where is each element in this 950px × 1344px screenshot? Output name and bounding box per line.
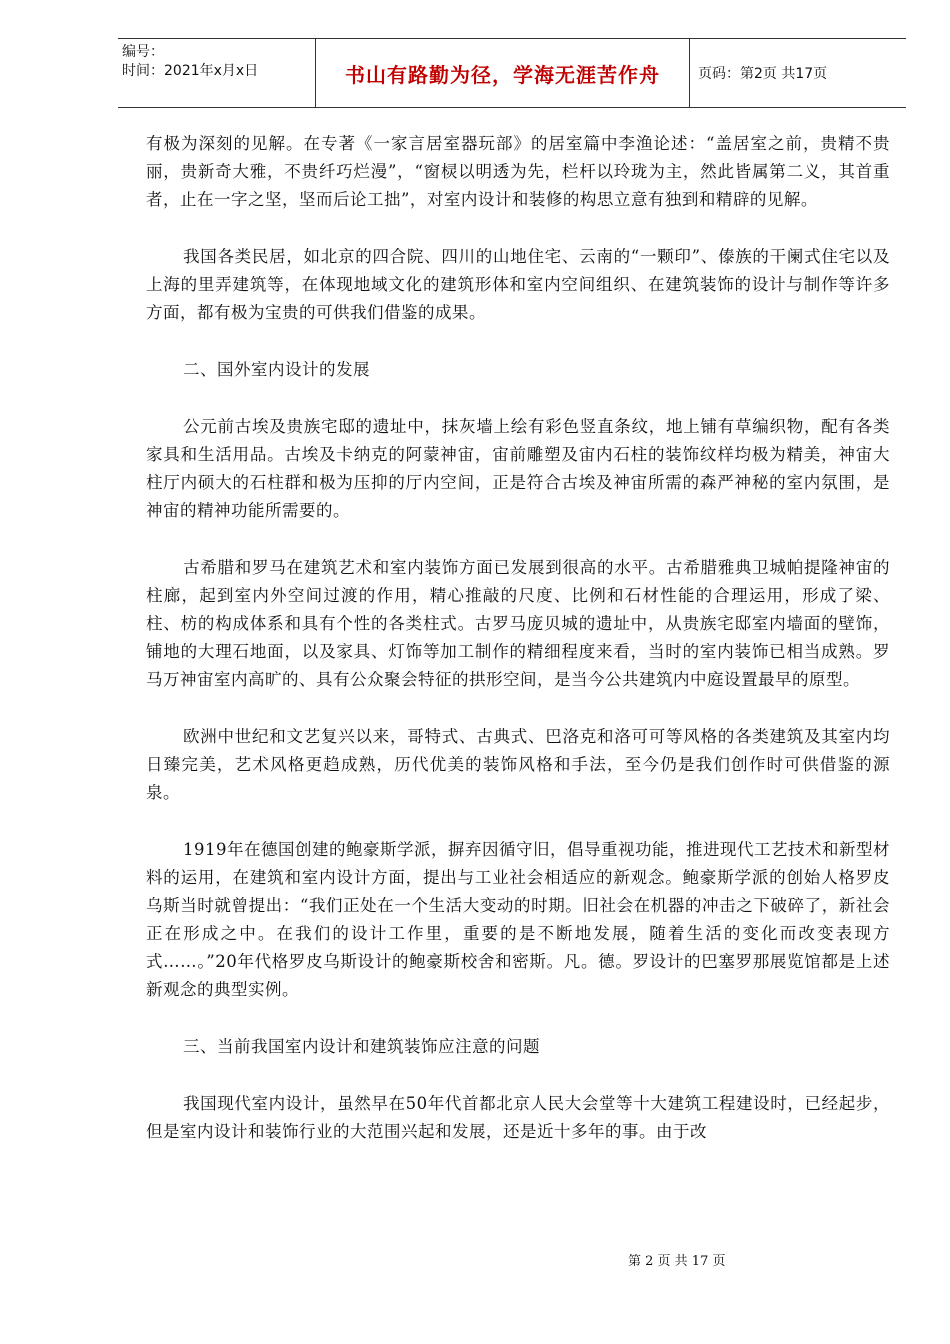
paragraph-ancient-egypt: 公元前古埃及贵族宅邸的遗址中，抹灰墙上绘有彩色竖直条纹，地上铺有草编织物，配有各类家具和生活用品。古埃及卡纳克的阿蒙神宙，宙前雕塑及宙内石柱的装饰纹样均极为精美，神宙大柱厅内硕大的石柱群和极为压抑的厅内空间，正是符合古埃及神宙所需的森严神秘的室内氛围，是神宙的精神功能所需要的。 xyxy=(146,417,890,520)
header-page-info: 页码：第2页 共17页 xyxy=(698,66,828,82)
header-motto: 书山有路勤为径，学海无涯苦作舟 xyxy=(316,39,690,107)
paragraph-bauhaus: 1919年在德国创建的鲍豪斯学派，摒弃因循守旧，倡导重视功能，推进现代工艺技术和新型材料的运用，在建筑和室内设计方面，提出与工业社会相适应的新观念。鲍豪斯学派的创始人格罗皮乌斯当时就曾提出：“我们正处在一个生活大变动的时期。旧社会在机器的冲击之下破碎了，新社会正在形成之中。在我们的设计工作里，重要的是不断地发展，随着生活的变化而改变表现方式……。”20年代格罗皮乌斯设计的鲍豪斯校舍和密斯。凡。德。罗设计的巴塞罗那展览馆都是上述新观念的典型实例。 xyxy=(146,840,890,999)
paragraph-modern-china: 我国现代室内设计，虽然早在50年代首都北京人民大会堂等十大建筑工程建设时，已经起步，但是室内设计和装饰行业的大范围兴起和发展，还是近十多年的事。由于改 xyxy=(146,1094,890,1141)
paragraph-chinese-dwellings: 我国各类民居，如北京的四合院、四川的山地住宅、云南的“一颗印”、傣族的干阑式住宅以及上海的里弄建筑等，在体现地域文化的建筑形体和室内空间组织、在建筑装饰的设计与制作等许多方面，都有极为宝贵的可供我们借鉴的成果。 xyxy=(146,247,890,322)
paragraph-medieval-renaissance: 欧洲中世纪和文艺复兴以来，哥特式、古典式、巴洛克和洛可可等风格的各类建筑及其室内均日臻完美，艺术风格更趋成熟，历代优美的装饰风格和手法，至今仍是我们创作时可供借鉴的源泉。 xyxy=(146,727,890,802)
document-body xyxy=(146,130,890,1146)
document-number-label: 编号： xyxy=(122,44,164,60)
paragraph-continuation: 有极为深刻的见解。在专著《一家言居室器玩部》的居室篇中李渔论述：“盖居室之前，贵精不贵丽，贵新奇大雅，不贵纤巧烂漫”，“窗棂以明透为先，栏杆以玲珑为主，然此皆属第二义，其首重者，止在一字之坚，坚而后论工拙”，对室内设计和装修的构思立意有独到和精辟的见解。 xyxy=(146,134,890,209)
document-time-label: 时间：2021年x月x日 xyxy=(122,63,259,79)
section-heading-foreign-development: 二、国外室内设计的发展 xyxy=(183,360,370,379)
document-header xyxy=(118,38,906,108)
page-footer: 第 2 页 共 17 页 xyxy=(628,1254,726,1269)
section-heading-current-issues: 三、当前我国室内设计和建筑装饰应注意的问题 xyxy=(183,1037,540,1056)
header-meta-cell xyxy=(118,39,316,107)
paragraph-greece-rome: 古希腊和罗马在建筑艺术和室内装饰方面已发展到很高的水平。古希腊雅典卫城帕提隆神宙的柱廊，起到室内外空间过渡的作用，精心推敲的尺度、比例和石材性能的合理运用，形成了梁、柱、枋的构成体系和具有个性的各类柱式。古罗马庞贝城的遗址中，从贵族宅邸室内墙面的壁饰，铺地的大理石地面，以及家具、灯饰等加工制作的精细程度来看，当时的室内装饰已相当成熟。罗马万神宙室内高旷的、具有公众聚会特征的拱形空间，是当今公共建筑内中庭设置最早的原型。 xyxy=(146,558,890,689)
